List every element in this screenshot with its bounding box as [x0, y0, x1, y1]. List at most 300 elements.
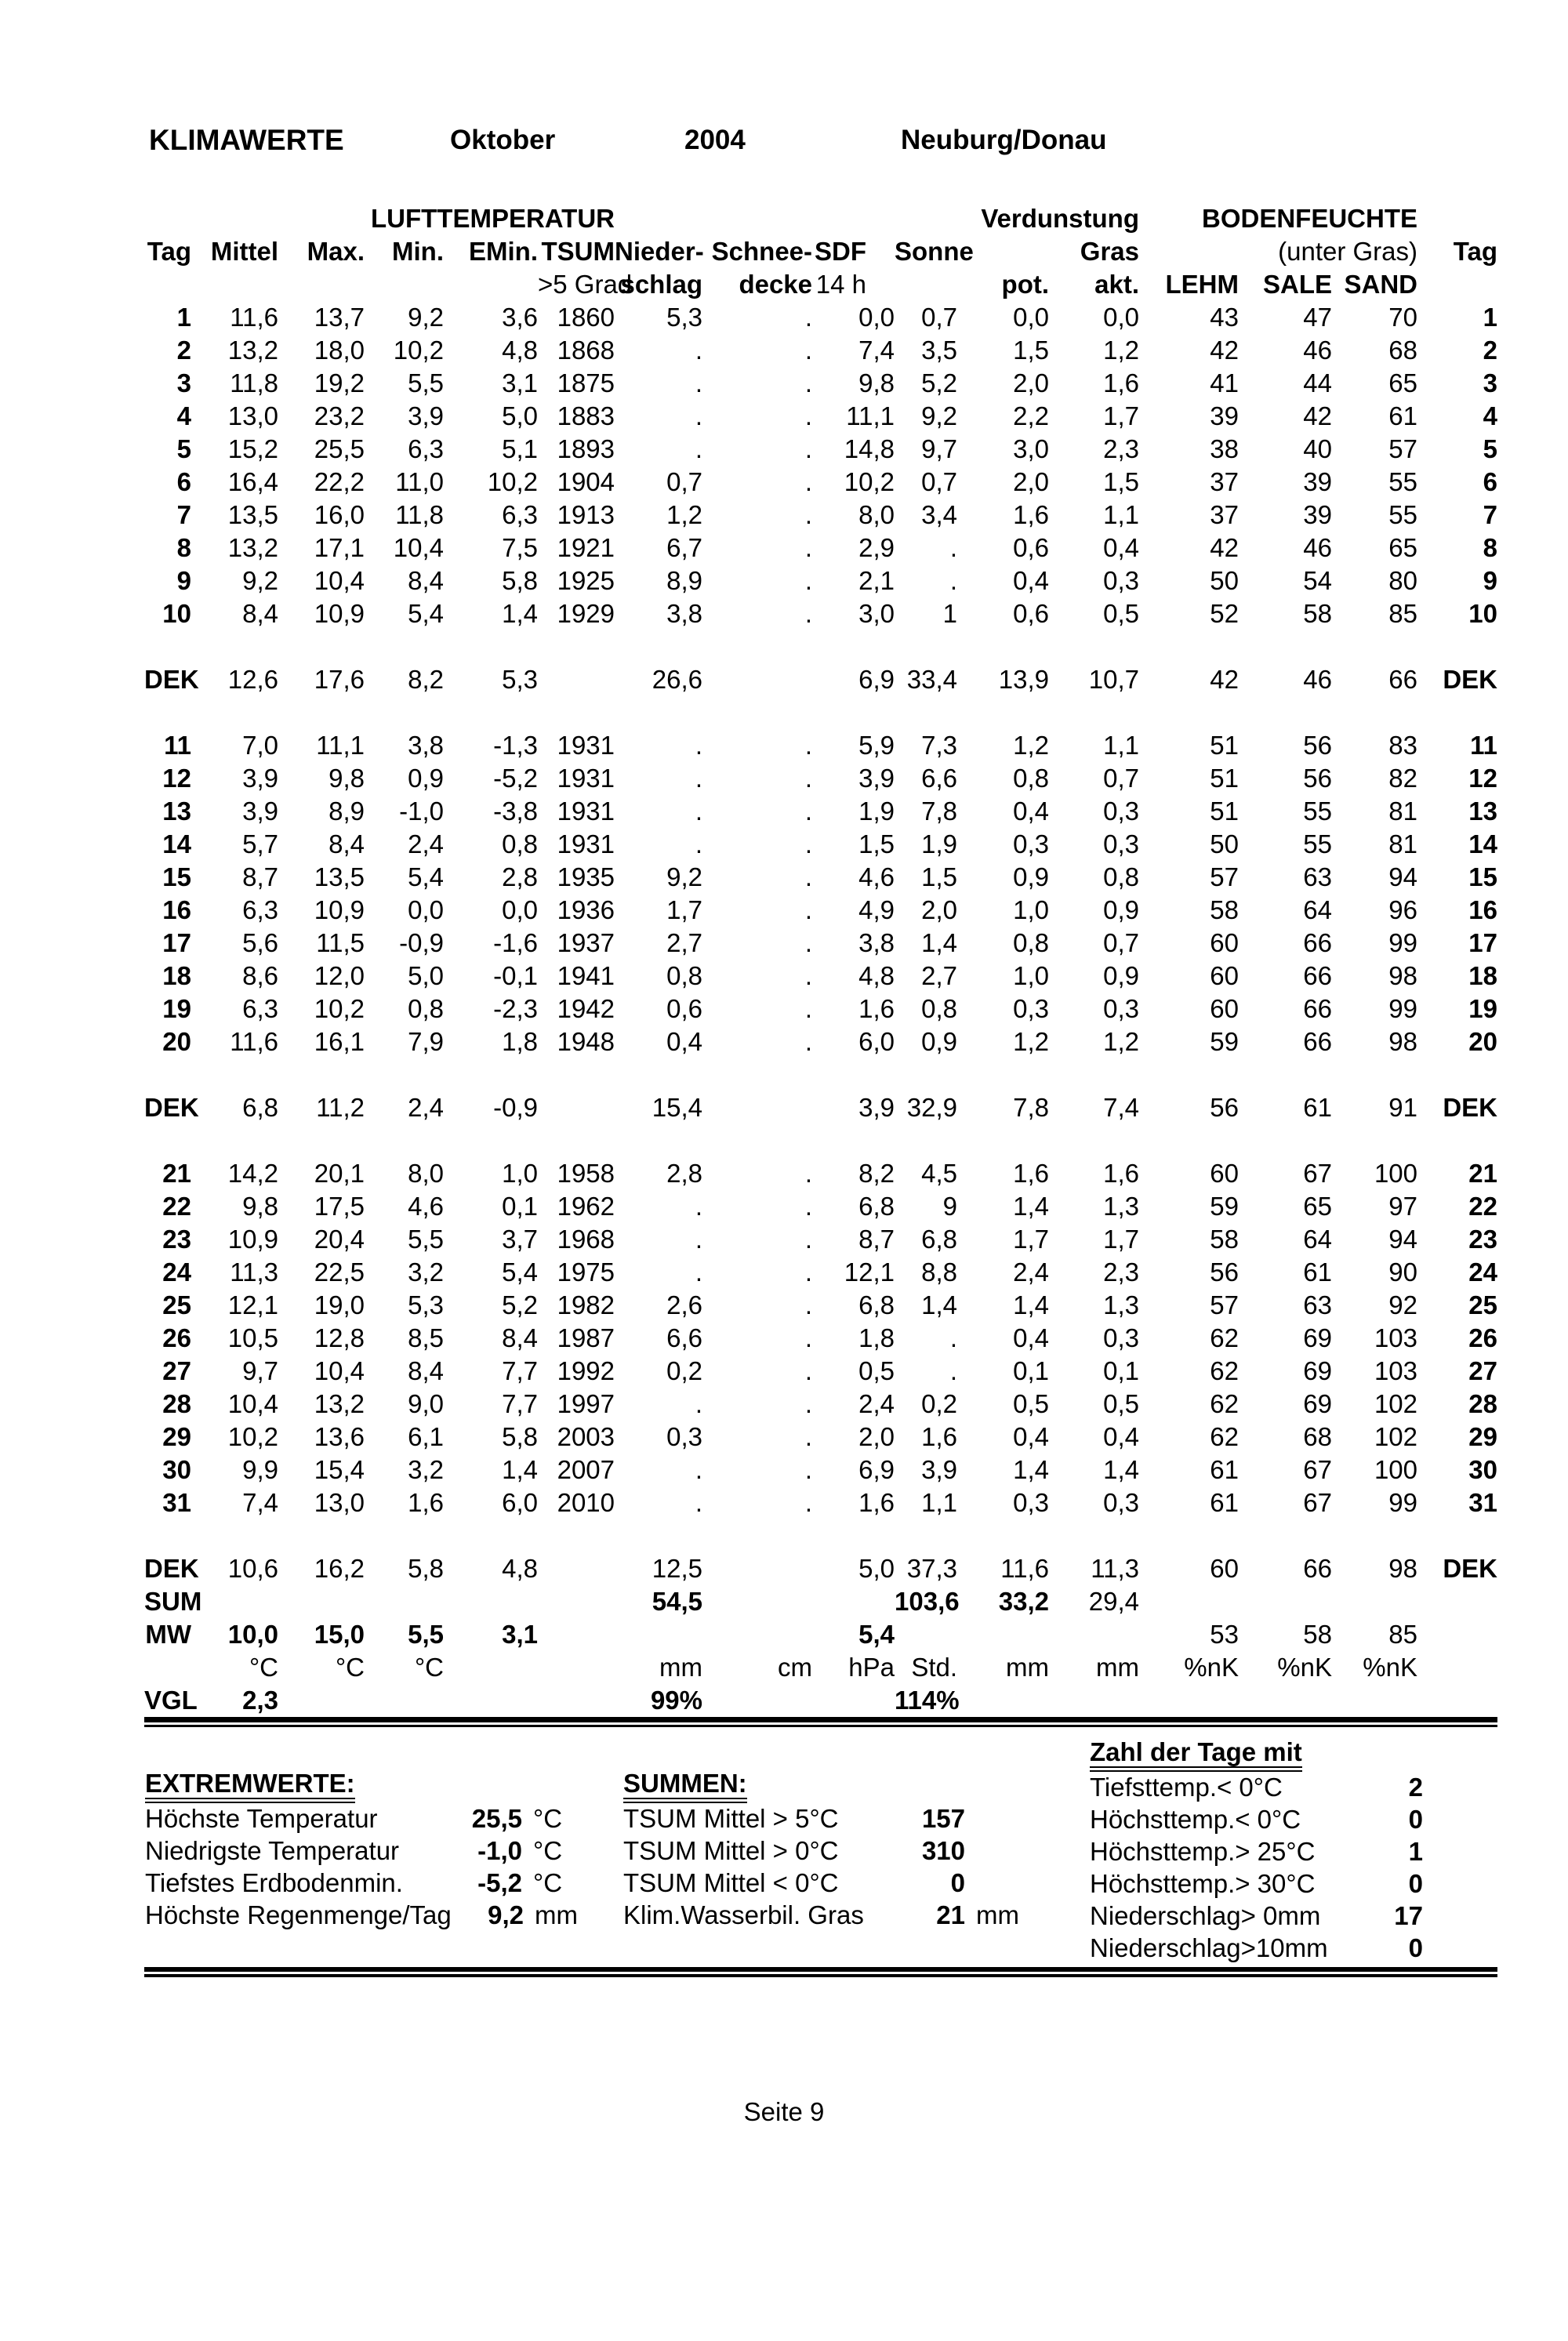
cell-tag-left: 18	[162, 961, 191, 990]
cell-sdf: 3,0	[858, 599, 895, 628]
sub-header-tsum: >5 Grad	[538, 270, 633, 299]
cell-tsum: 1968	[557, 1225, 615, 1254]
cell-max: 22,2	[314, 467, 365, 496]
cell-tag-left: 8	[176, 533, 191, 562]
cell-gras-pot: 1,4	[1013, 1290, 1050, 1319]
cell-gras-akt: 1,7	[1103, 1225, 1140, 1254]
cell-sdf: 1,9	[858, 797, 895, 826]
cell-max: 15,0	[314, 1620, 365, 1649]
summary-row	[145, 1867, 588, 1899]
cell-mittel: 11,6	[230, 303, 278, 332]
cell-gras-pot: 0,5	[1013, 1389, 1050, 1418]
cell-gras-akt: 0,4	[1103, 1422, 1140, 1451]
cell-mittel: 6,3	[242, 895, 278, 924]
cell-sale: 69	[1303, 1356, 1333, 1385]
cell-sonne: 1,6	[921, 1422, 958, 1451]
cell-gras-akt: 1,3	[1103, 1290, 1140, 1319]
cell-emin: -1,6	[493, 928, 538, 957]
cell-max: 13,6	[314, 1422, 365, 1451]
col-header-sonne: Sonne	[895, 237, 974, 266]
cell-sdf: 7,4	[858, 336, 895, 365]
cell-tag-left: 10	[162, 599, 191, 628]
cell-tag-left: 12	[162, 764, 191, 793]
cell-tag-left: 24	[162, 1258, 191, 1287]
summary-value: 25,5	[471, 1804, 522, 1833]
cell-emin	[444, 1585, 538, 1618]
cell-min: 5,3	[408, 1290, 444, 1319]
cell-gras-akt: 0,5	[1103, 1389, 1140, 1418]
cell-sale: 56	[1303, 731, 1333, 760]
cell-mittel: 15,2	[227, 434, 278, 463]
cell-sonne: 7,8	[921, 797, 958, 826]
cell-mittel: 14,2	[227, 1159, 278, 1188]
cell-emin: 5,1	[502, 434, 538, 463]
cell-tag-left: MW	[145, 1620, 191, 1649]
cell-gras-akt: 0,0	[1103, 303, 1140, 332]
table-row-day-17	[144, 861, 1497, 894]
summary-label: Niedrigste Temperatur	[145, 1836, 400, 1865]
cell-sale: 67	[1303, 1455, 1333, 1484]
cell-mittel: 5,6	[242, 928, 278, 957]
cell-sonne: 9,2	[921, 401, 958, 430]
cell-niederschlag: .	[695, 731, 703, 760]
cell-sand: 103	[1374, 1356, 1418, 1385]
cell-tag-left: 7	[176, 500, 191, 529]
cell-schneedecke: .	[804, 895, 813, 924]
summary-value: 9,2	[488, 1900, 524, 1929]
cell-tag-left: 11	[164, 731, 191, 760]
cell-tsum: 1982	[557, 1290, 615, 1319]
cell-mittel: 10,0	[227, 1620, 278, 1649]
cell-sonne: 2,0	[921, 895, 958, 924]
cell-max: 10,9	[314, 599, 365, 628]
cell-lehm: 62	[1210, 1422, 1240, 1451]
cell-mittel	[191, 1585, 278, 1618]
cell-lehm: 56	[1210, 1258, 1240, 1287]
cell-lehm: 56	[1210, 1093, 1240, 1122]
cell-emin: 6,3	[502, 500, 538, 529]
cell-sonne: 0,9	[921, 1027, 958, 1056]
table-row-sum-39	[144, 1585, 1497, 1618]
table-row-day-31	[144, 1322, 1497, 1355]
cell-emin: 0,0	[502, 895, 538, 924]
cell-gras-akt: 0,7	[1103, 928, 1140, 957]
table-row-day-9	[144, 597, 1497, 630]
cell-lehm: 37	[1210, 500, 1240, 529]
cell-mittel: 7,0	[242, 731, 278, 760]
cell-sdf: 6,9	[858, 1455, 895, 1484]
cell-gras-pot: mm	[1006, 1653, 1050, 1682]
cell-lehm: 41	[1210, 368, 1240, 397]
cell-gras-pot: 1,4	[1013, 1192, 1050, 1221]
cell-sand: 98	[1388, 1027, 1418, 1056]
cell-gras-pot: 0,8	[1013, 928, 1050, 957]
cell-tag-left: 1	[176, 303, 191, 332]
cell-gras-pot: 0,4	[1013, 797, 1050, 826]
cell-sdf	[812, 1585, 895, 1618]
cell-sale: 58	[1303, 1620, 1333, 1649]
cell-gras-pot: 0,4	[1013, 566, 1050, 595]
summary-value: 310	[921, 1836, 965, 1865]
cell-gras-akt: 0,3	[1103, 797, 1140, 826]
cell-max: 9,8	[328, 764, 365, 793]
cell-sonne: 1,9	[921, 829, 958, 858]
cell-mittel: 3,9	[242, 764, 278, 793]
cell-tag-left: 30	[162, 1455, 191, 1484]
cell-sonne: 6,8	[921, 1225, 958, 1254]
table-row-day-28	[144, 1223, 1497, 1256]
cell-min: 8,4	[408, 566, 444, 595]
cell-sand: 100	[1374, 1159, 1418, 1188]
cell-sdf: 3,8	[858, 928, 895, 957]
cell-tsum: 1931	[557, 797, 615, 826]
sub-header-sale: SALE	[1263, 270, 1333, 299]
cell-niederschlag: 0,7	[666, 467, 703, 496]
table-body	[144, 301, 1497, 1717]
cell-niederschlag: .	[695, 336, 703, 365]
cell-min	[365, 1684, 444, 1717]
cell-tag-left: 22	[162, 1192, 191, 1221]
cell-schneedecke: .	[804, 1455, 813, 1484]
cell-sale: 40	[1303, 434, 1333, 463]
summary-value: 0	[950, 1868, 965, 1897]
cell-niederschlag: .	[695, 1389, 703, 1418]
cell-gras-akt: 0,4	[1103, 533, 1140, 562]
cell-gras-pot: 0,4	[1013, 1323, 1050, 1352]
cell-lehm: 42	[1210, 533, 1240, 562]
summary-unit: mm	[535, 1900, 578, 1929]
table-row-spacer-37	[144, 1519, 1497, 1552]
cell-niederschlag: 6,7	[666, 533, 703, 562]
cell-min: 6,1	[408, 1422, 444, 1451]
cell-sale: 63	[1303, 862, 1333, 891]
cell-gras-akt: 29,4	[1088, 1587, 1140, 1616]
cell-mittel: 11,8	[230, 368, 278, 397]
cell-tsum: 1913	[557, 500, 615, 529]
table-row-day-2	[144, 367, 1497, 400]
summary-label: Höchsttemp.< 0°C	[1090, 1805, 1301, 1834]
cell-tag-left: 15	[162, 862, 191, 891]
cell-sand: 96	[1388, 895, 1418, 924]
cell-tsum: 1937	[557, 928, 615, 957]
cell-gras-pot: 1,2	[1013, 731, 1050, 760]
cell-gras-pot: 0,3	[1013, 1488, 1050, 1517]
cell-tag-left: DEK	[144, 1093, 199, 1122]
cell-sale: 66	[1303, 1027, 1333, 1056]
cell-schneedecke: .	[804, 1356, 813, 1385]
cell-emin: 0,8	[502, 829, 538, 858]
cell-sale: 42	[1303, 401, 1333, 430]
cell-min: 2,4	[408, 1093, 444, 1122]
col-header-min: Min.	[392, 237, 444, 266]
cell-gras-pot	[957, 1618, 1049, 1651]
cell-sdf: 6,0	[858, 1027, 895, 1056]
summary-row	[1090, 1803, 1423, 1835]
cell-mittel: 9,9	[242, 1455, 278, 1484]
cell-mittel: 9,8	[242, 1192, 278, 1221]
cell-gras-akt: 0,8	[1103, 862, 1140, 891]
cell-schneedecke: cm	[778, 1653, 813, 1682]
cell-emin: 3,1	[502, 1620, 538, 1649]
summary-value: 0	[1408, 1869, 1423, 1898]
cell-schneedecke: .	[804, 764, 813, 793]
separator-bottom	[144, 1967, 1497, 1977]
cell-gras-akt: 0,1	[1103, 1356, 1140, 1385]
cell-schneedecke: .	[804, 731, 813, 760]
summary-value: 157	[921, 1804, 965, 1833]
cell-sale: 46	[1303, 533, 1333, 562]
cell-schneedecke	[702, 1618, 812, 1651]
cell-emin: 3,1	[502, 368, 538, 397]
cell-min: 0,8	[408, 994, 444, 1023]
cell-sonne: 1,4	[921, 928, 958, 957]
col-header-unter-gras: (unter Gras)	[1278, 237, 1418, 266]
cell-tag-left: DEK	[144, 1554, 199, 1583]
cell-lehm: 42	[1210, 665, 1240, 694]
cell-max: 8,4	[328, 829, 365, 858]
cell-sale: 68	[1303, 1422, 1333, 1451]
cell-sale: 39	[1303, 467, 1333, 496]
cell-sand: 85	[1388, 1620, 1418, 1649]
cell-max: 16,0	[314, 500, 365, 529]
cell-sale: 46	[1303, 665, 1333, 694]
summary-row	[1090, 1835, 1423, 1867]
cell-max	[278, 1684, 365, 1717]
cell-schneedecke: .	[804, 500, 813, 529]
table-row-spacer-23	[144, 1058, 1497, 1091]
summary-unit	[965, 1835, 1031, 1867]
cell-max: 16,2	[314, 1554, 365, 1583]
cell-sand: 61	[1388, 401, 1418, 430]
cell-tsum: 1942	[557, 994, 615, 1023]
cell-tsum: 1929	[557, 599, 615, 628]
cell-tag-right	[1417, 1651, 1497, 1684]
cell-min: 9,2	[408, 303, 444, 332]
cell-tag-left: 2	[176, 336, 191, 365]
cell-sand: 81	[1388, 797, 1418, 826]
cell-schneedecke: .	[804, 994, 813, 1023]
cell-lehm: 57	[1210, 862, 1240, 891]
cell-sonne: .	[949, 566, 958, 595]
cell-sonne: 33,4	[906, 665, 958, 694]
cell-gras-pot: 33,2	[998, 1587, 1050, 1616]
cell-min: 11,8	[395, 500, 444, 529]
cell-emin	[444, 1651, 538, 1684]
cell-mittel: 2,3	[242, 1686, 278, 1715]
cell-sand: 68	[1388, 336, 1418, 365]
cell-max: 12,8	[314, 1323, 365, 1352]
cell-tag-right	[1417, 1585, 1497, 1618]
cell-tsum: 1997	[557, 1389, 615, 1418]
cell-tag-left: VGL	[144, 1686, 198, 1715]
cell-tag-right: 27	[1468, 1356, 1498, 1385]
cell-emin: 5,3	[502, 665, 538, 694]
cell-min: 3,2	[408, 1455, 444, 1484]
summary-section	[145, 1738, 1568, 1967]
cell-mittel: 9,7	[242, 1356, 278, 1385]
cell-gras-akt: 0,3	[1103, 829, 1140, 858]
cell-tag-right: 16	[1468, 895, 1498, 924]
table-row-day-14	[144, 762, 1497, 795]
cell-min: 8,5	[408, 1323, 444, 1352]
cell-lehm: 58	[1210, 895, 1240, 924]
cell-emin	[444, 1684, 538, 1717]
cell-sale: 61	[1303, 1258, 1333, 1287]
cell-niederschlag: 0,2	[666, 1356, 703, 1385]
cell-tag-left: 20	[162, 1027, 191, 1056]
summary-row	[1090, 1932, 1423, 1964]
cell-max: 8,9	[328, 797, 365, 826]
cell-sale: 66	[1303, 1554, 1333, 1583]
cell-tsum: 1931	[557, 731, 615, 760]
cell-tag-left: 19	[162, 994, 191, 1023]
cell-schneedecke: .	[804, 1027, 813, 1056]
cell-tag-right: 14	[1468, 829, 1498, 858]
cell-sale: 39	[1303, 500, 1333, 529]
cell-tsum: 2010	[557, 1488, 615, 1517]
cell-max: 13,0	[314, 1488, 365, 1517]
cell-sdf: hPa	[848, 1653, 895, 1682]
cell-lehm: 60	[1210, 1554, 1240, 1583]
cell-tag-right: 7	[1483, 500, 1498, 529]
cell-schneedecke	[702, 1091, 812, 1124]
report-year: 2004	[684, 125, 746, 155]
cell-tag-right: 23	[1468, 1225, 1498, 1254]
summary-label: Höchste Regenmenge/Tag	[145, 1900, 452, 1929]
col-header-tag-left: Tag	[147, 237, 191, 266]
cell-tag-right: 20	[1468, 1027, 1498, 1056]
spacer-cell	[144, 1519, 1497, 1552]
cell-tsum	[538, 1651, 615, 1684]
cell-niederschlag: .	[695, 1488, 703, 1517]
cell-sonne: 1	[942, 599, 958, 628]
cell-mittel: 13,2	[227, 336, 278, 365]
cell-tag-right: 31	[1468, 1488, 1498, 1517]
cell-max: 10,4	[314, 566, 365, 595]
cell-schneedecke: .	[804, 401, 813, 430]
cell-emin: -0,9	[493, 1093, 538, 1122]
cell-sdf: 1,5	[858, 829, 895, 858]
summary-label: Höchsttemp.> 30°C	[1090, 1869, 1316, 1898]
table-row-vgl-42	[144, 1684, 1497, 1717]
summary-value: -1,0	[477, 1836, 522, 1865]
sub-header-decke: decke	[739, 270, 813, 299]
summary-row	[1090, 1900, 1423, 1932]
cell-sonne: 9,7	[921, 434, 958, 463]
summary-label: Niederschlag>10mm	[1090, 1933, 1328, 1962]
cell-emin: 6,0	[502, 1488, 538, 1517]
cell-sand: 102	[1374, 1422, 1418, 1451]
cell-gras-akt: 1,6	[1103, 368, 1140, 397]
cell-tag-right: 24	[1468, 1258, 1498, 1287]
cell-sonne: 4,5	[921, 1159, 958, 1188]
col-header-tsum: TSUM	[541, 237, 615, 266]
cell-emin: 5,0	[502, 401, 538, 430]
cell-max: 13,7	[314, 303, 365, 332]
cell-gras-pot: 0,1	[1013, 1356, 1050, 1385]
cell-lehm: 61	[1210, 1488, 1240, 1517]
cell-schneedecke	[702, 1684, 812, 1717]
group-soil-moisture: BODENFEUCHTE	[1202, 204, 1418, 233]
cell-tsum: 1962	[557, 1192, 615, 1221]
cell-min: 1,6	[408, 1488, 444, 1517]
cell-tag-right: 25	[1468, 1290, 1498, 1319]
cell-max: 22,5	[314, 1258, 365, 1287]
cell-tag-right: DEK	[1443, 1554, 1498, 1583]
cell-tsum	[538, 1684, 615, 1717]
cell-max: 23,2	[314, 401, 365, 430]
cell-sdf: 0,5	[858, 1356, 895, 1385]
cell-sand: 57	[1388, 434, 1418, 463]
summary-unit: mm	[976, 1900, 1019, 1929]
cell-sale: 54	[1303, 566, 1333, 595]
cell-lehm: 51	[1210, 731, 1240, 760]
cell-min: 3,2	[408, 1258, 444, 1287]
summary-row	[145, 1899, 588, 1931]
cell-gras-akt: 0,3	[1103, 1488, 1140, 1517]
cell-mittel: 11,6	[230, 1027, 278, 1056]
summary-value: 1	[1408, 1837, 1423, 1866]
cell-schneedecke	[702, 1552, 812, 1585]
cell-tsum	[538, 1585, 615, 1618]
cell-lehm: 42	[1210, 336, 1240, 365]
summary-value: 21	[936, 1900, 965, 1929]
summary-unit: °C	[533, 1804, 563, 1833]
cell-lehm: 39	[1210, 401, 1240, 430]
cell-min	[365, 1585, 444, 1618]
cell-sonne	[895, 1618, 957, 1651]
cell-sand	[1332, 1585, 1417, 1618]
table-row-day-3	[144, 400, 1497, 433]
cell-sand: 91	[1388, 1093, 1418, 1122]
summary-unit	[965, 1802, 1031, 1835]
cell-gras-pot: 0,0	[1013, 303, 1050, 332]
cell-sand: 55	[1388, 467, 1418, 496]
cell-sand: 55	[1388, 500, 1418, 529]
summary-row	[145, 1835, 588, 1867]
report-station: Neuburg/Donau	[901, 125, 1107, 155]
cell-sale: 66	[1303, 928, 1333, 957]
cell-tsum: 1992	[557, 1356, 615, 1385]
cell-sale: 58	[1303, 599, 1333, 628]
cell-sand: 99	[1388, 928, 1418, 957]
cell-sand: 97	[1388, 1192, 1418, 1221]
cell-niederschlag: .	[695, 434, 703, 463]
cell-mittel: 10,4	[227, 1389, 278, 1418]
cell-tsum: 1875	[557, 368, 615, 397]
cell-max: 10,4	[314, 1356, 365, 1385]
cell-max: 12,0	[314, 961, 365, 990]
cell-schneedecke: .	[804, 1422, 813, 1451]
cell-sdf: 2,1	[858, 566, 895, 595]
summary-row	[1090, 1867, 1423, 1900]
cell-sonne: 103,6	[895, 1587, 960, 1616]
cell-gras-akt: 2,3	[1103, 1258, 1140, 1287]
cell-schneedecke: .	[804, 599, 813, 628]
cell-max: 17,6	[314, 665, 365, 694]
cell-max: 25,5	[314, 434, 365, 463]
summary-label: TSUM Mittel < 0°C	[623, 1868, 839, 1897]
cell-tag-right	[1417, 1618, 1497, 1651]
cell-min: 5,5	[408, 1225, 444, 1254]
sums-heading: SUMMEN:	[623, 1769, 747, 1803]
cell-sdf: 8,2	[858, 1159, 895, 1188]
cell-emin: 4,8	[502, 336, 538, 365]
cell-mittel: 8,6	[242, 961, 278, 990]
cell-lehm: 51	[1210, 797, 1240, 826]
cell-schneedecke: .	[804, 1159, 813, 1188]
cell-tsum: 2003	[557, 1422, 615, 1451]
